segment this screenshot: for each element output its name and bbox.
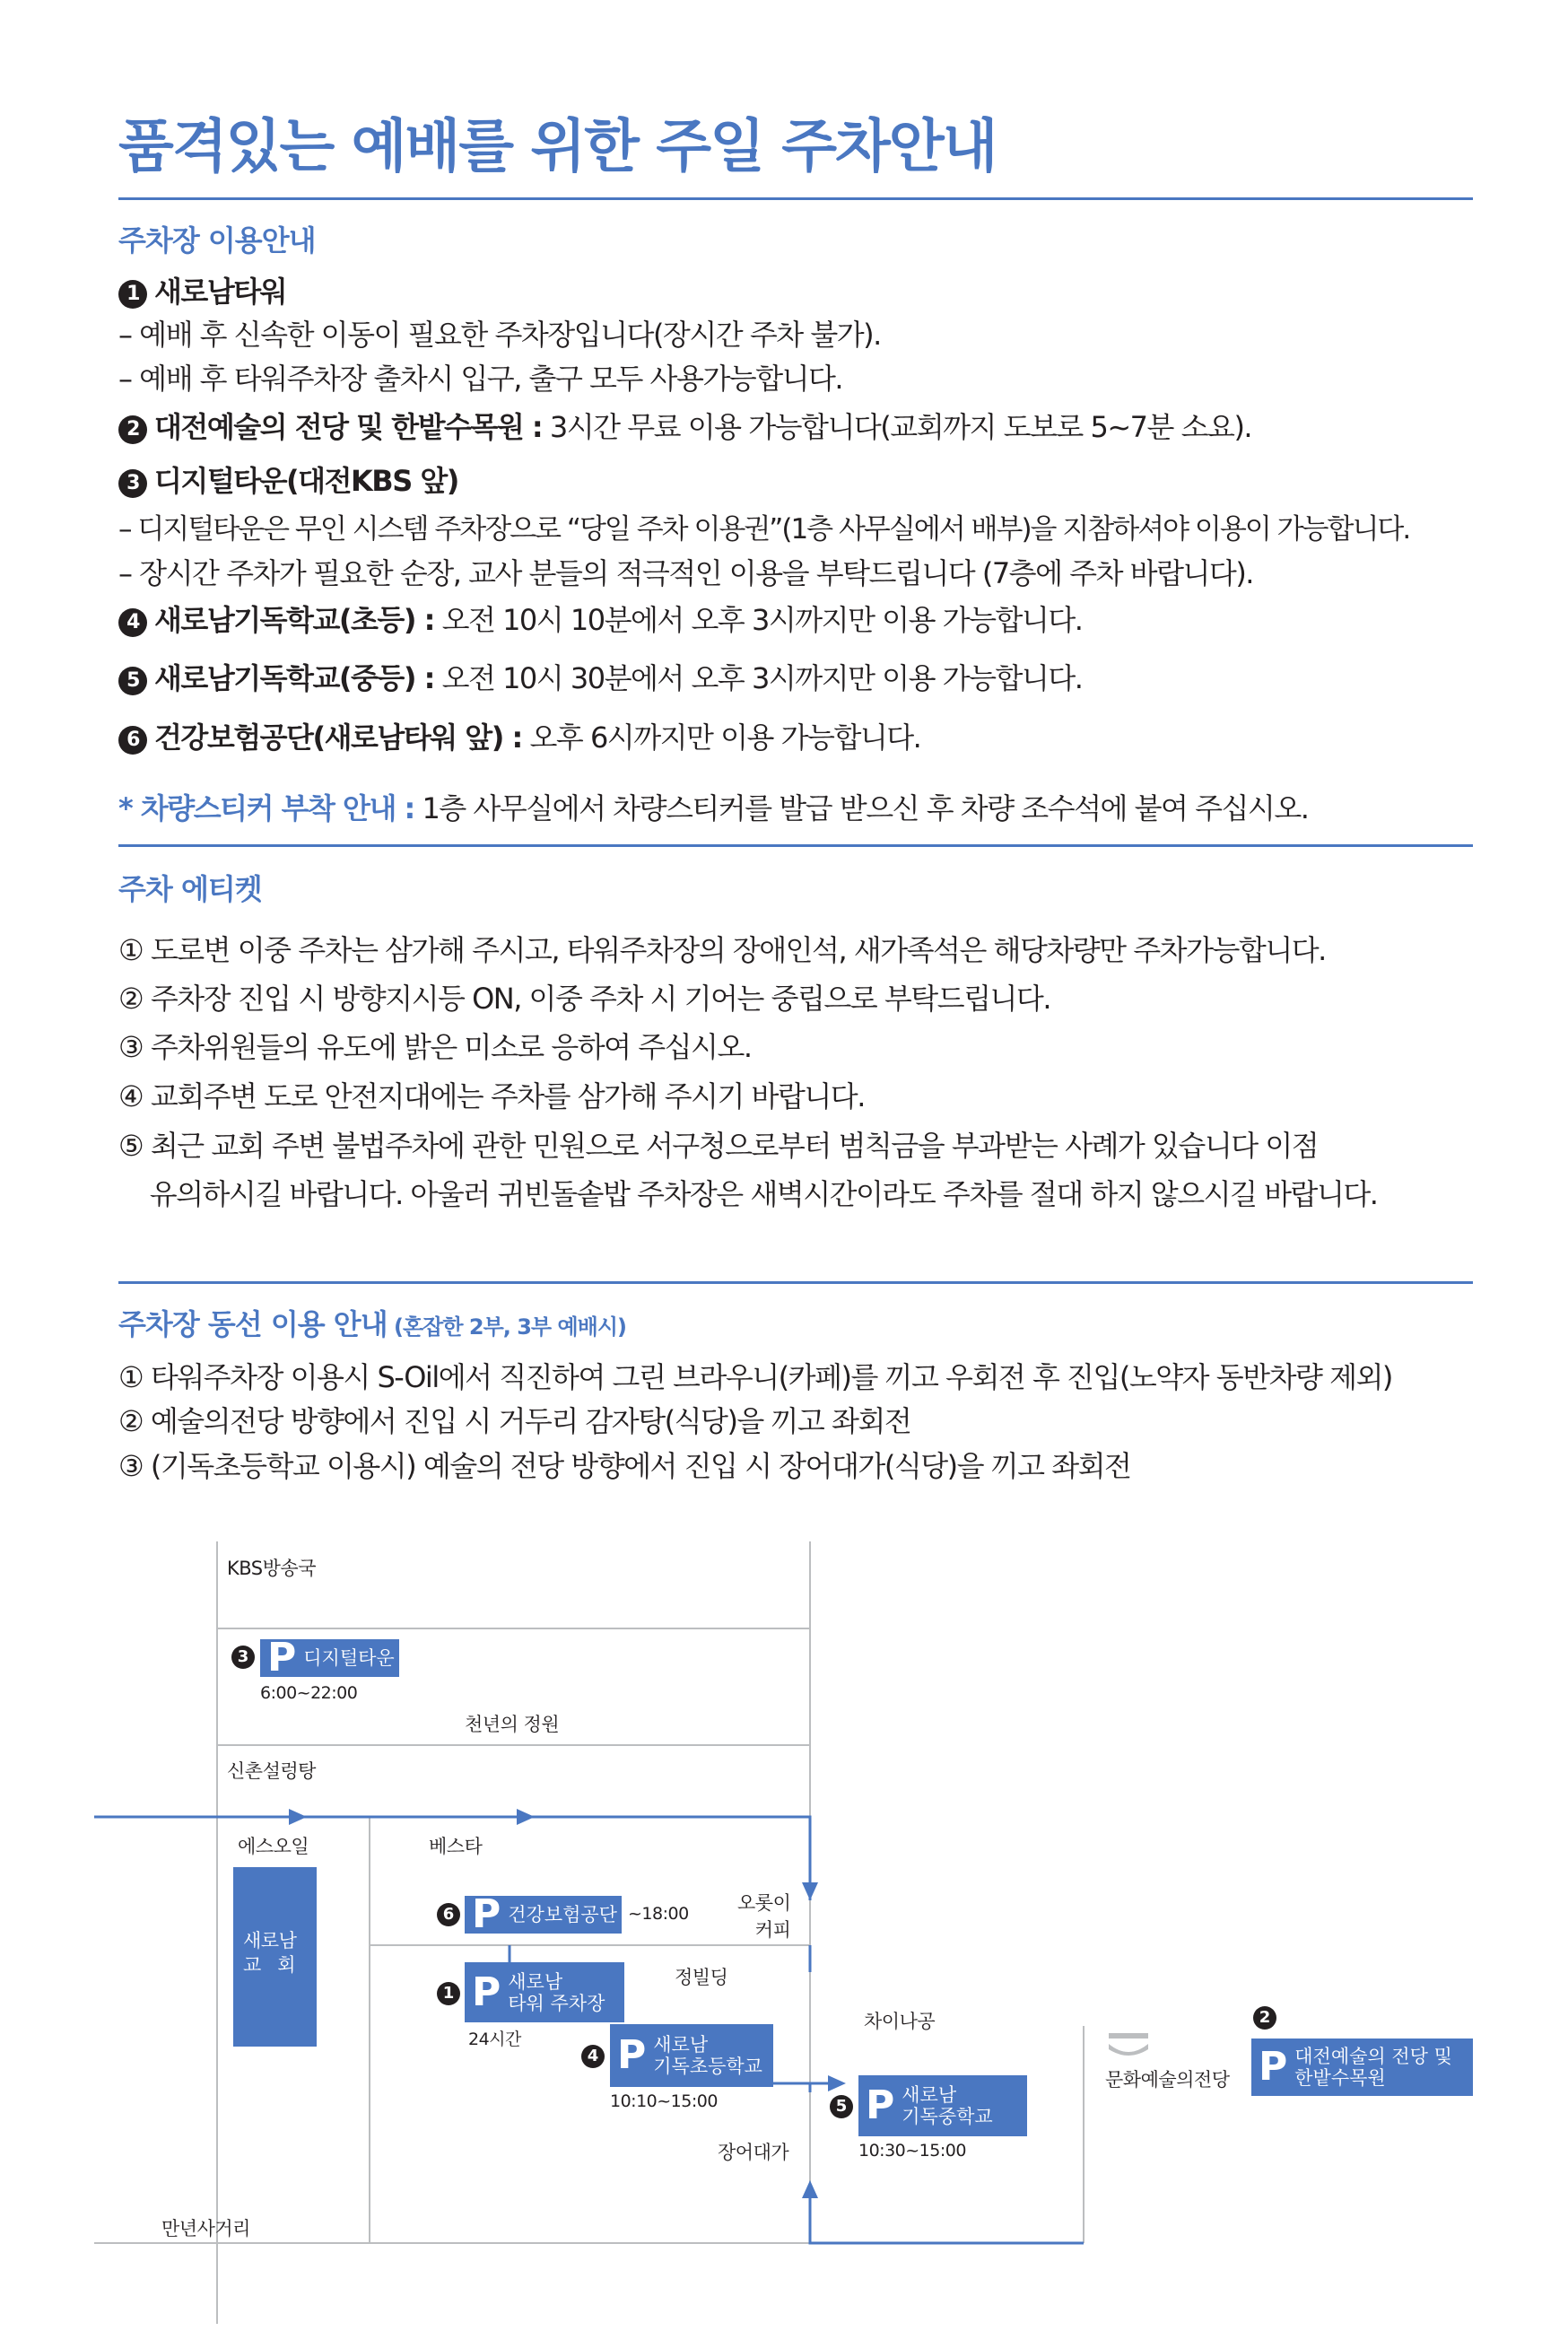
parking-desc: 오전 10시 30분에서 오후 3시까지만 이용 가능합니다. — [433, 661, 1083, 695]
parking-label: 새로남 기독중학교 — [902, 2084, 993, 2127]
number-badge: 6 — [118, 726, 147, 755]
parking-name: 새로남타워 — [154, 275, 287, 309]
route-heading: 주차장 동선 이용 안내 — [118, 1307, 388, 1341]
number-badge: 5 — [118, 667, 147, 695]
landmark-garden: 천년의 정원 — [465, 1714, 560, 1735]
parking-number-badge: 5 — [830, 2095, 853, 2118]
parking-icon: P — [1259, 2044, 1288, 2090]
sticker-label: * 차량스티커 부착 안내 : — [118, 791, 414, 825]
parking-icon: P — [866, 2082, 895, 2128]
parking-name: 새로남기독학교(중등) : — [154, 661, 434, 695]
parking-icon: P — [617, 2032, 647, 2078]
parking-number-badge: 3 — [231, 1646, 255, 1669]
parking-number-badge: 6 — [437, 1903, 460, 1926]
parking-number-badge: 2 — [1253, 2006, 1276, 2030]
parking-hours: 6:00~22:00 — [260, 1683, 358, 1703]
arrow-icon — [802, 2180, 818, 2198]
parking-label: 대전예술의 전당 및 한밭수목원 — [1294, 2046, 1452, 2089]
etiquette-item: 유의하시길 바랍니다. 아울러 귀빈돌솥밥 주차장은 새벽시간이라도 주차를 절대 하지 않으시길 바랍니다. — [118, 1177, 1378, 1211]
parking-name: 건강보험공단(새로남타워 앞) : — [154, 720, 522, 755]
route-item: ② 예술의전당 방향에서 진입 시 거두리 감자탕(식당)을 끼고 좌회전 — [118, 1404, 911, 1438]
parking-marker-arts-center — [1251, 2039, 1473, 2096]
parking-marker-elementary — [610, 2024, 773, 2087]
parking-note: – 장시간 주차가 필요한 순장, 교사 분들의 적극적인 이용을 부탁드립니다 (7층에 주차 바랍니다). — [118, 556, 1253, 590]
landmark-vesta: 베스타 — [429, 1836, 483, 1857]
parking-number-badge: 4 — [581, 2045, 605, 2068]
parking-marker-digital-town — [260, 1635, 399, 1681]
parking-label: 디지털타운 — [303, 1647, 395, 1669]
route-heading-note: (혼잡한 2부, 3부 예배시) — [387, 1314, 626, 1340]
parking-hours: 10:30~15:00 — [858, 2141, 966, 2161]
parking-hours: ~18:00 — [628, 1904, 689, 1924]
etiquette-item: ⑤ 최근 교회 주변 불법주차에 관한 민원으로 서구청으로부터 범칙금을 부과받는 사례가 있습니다 이점 — [118, 1129, 1319, 1163]
parking-note: – 예배 후 신속한 이동이 필요한 주차장입니다(장시간 주차 불가). — [118, 318, 881, 352]
section-heading-etiquette: 주차 에티켓 — [118, 872, 262, 906]
etiquette-item: ① 도로변 이중 주차는 삼가해 주시고, 타워주차장의 장애인석, 새가족석은 해당차량만 주차가능합니다. — [118, 933, 1326, 967]
route-item: ① 타워주차장 이용시 S-Oil에서 직진하여 그린 브라우니(카페)를 끼고 우회전 후 진입(노약자 동반차량 제외) — [118, 1360, 1392, 1394]
landmark-jung: 정빌딩 — [675, 1967, 728, 1988]
parking-number-badge: 1 — [437, 1982, 460, 2005]
parking-name: 대전예술의 전당 및 한밭수목원 : — [154, 410, 543, 444]
arrow-icon — [517, 1809, 535, 1825]
page-title: 품격있는 예배를 위한 주일 주차안내 — [118, 114, 997, 180]
parking-marker-middle — [858, 2075, 1027, 2136]
parking-note: – 디지털타운은 무인 시스템 주차장으로 “당일 주차 이용권”(1층 사무실에서 배부)을 지참하셔야 이용이 가능합니다. — [118, 513, 1410, 546]
landmark-soil: 에스오일 — [238, 1836, 309, 1857]
parking-icon: P — [472, 1891, 501, 1937]
sticker-text: 1층 사무실에서 차량스티커를 발급 받으신 후 차량 조수석에 붙여 주십시오. — [414, 791, 1309, 825]
arrow-icon — [289, 1809, 307, 1825]
parking-name: 디지털타운(대전KBS 앞) — [154, 464, 458, 498]
number-badge: 2 — [118, 415, 147, 444]
parking-note: – 예배 후 타워주차장 출차시 입구, 출구 모두 사용가능합니다. — [118, 362, 843, 396]
parking-marker-tower — [465, 1962, 624, 2022]
landmark-eel: 장어대가 — [718, 2142, 789, 2163]
landmark-arts: 문화예술의전당 — [1105, 2069, 1230, 2091]
parking-desc: 3시간 무료 이용 가능합니다(교회까지 도보로 5~7분 소요). — [542, 410, 1252, 444]
arrow-icon — [802, 1882, 818, 1900]
landmark-kbs: KBS방송국 — [227, 1558, 316, 1579]
arts-center-icon — [1109, 2033, 1148, 2056]
number-badge: 4 — [118, 608, 147, 637]
parking-marker-health-insurance — [465, 1891, 622, 1937]
landmark-crossroad: 만년사거리 — [161, 2218, 250, 2239]
route-item: ③ (기독초등학교 이용시) 예술의 전당 방향에서 진입 시 장어대가(식당)을 끼고 좌회전 — [118, 1449, 1131, 1483]
parking-label: 새로남 기독초등학교 — [653, 2034, 762, 2077]
arrow-icon — [828, 2075, 846, 2091]
parking-label: 건강보험공단 — [508, 1904, 617, 1925]
number-badge: 3 — [118, 469, 147, 498]
parking-icon: P — [472, 1969, 501, 2015]
church-label: 새로남 교 회 — [243, 1930, 297, 1976]
parking-name: 새로남기독학교(초등) : — [154, 603, 434, 637]
parking-label: 새로남 타워 주차장 — [508, 1970, 605, 2014]
landmark-sinchon: 신촌설렁탕 — [227, 1760, 316, 1782]
parking-hours: 24시간 — [468, 2030, 521, 2049]
landmark-china: 차이나공 — [864, 2011, 936, 2032]
parking-desc: 오후 6시까지만 이용 가능합니다. — [521, 720, 921, 755]
number-badge: 1 — [118, 280, 147, 309]
etiquette-item: ② 주차장 진입 시 방향지시등 ON, 이중 주차 시 기어는 중립으로 부탁드립니다. — [118, 982, 1050, 1016]
route-from-arts — [810, 2198, 1084, 2243]
parking-hours: 10:10~15:00 — [610, 2091, 718, 2111]
etiquette-item: ④ 교회주변 도로 안전지대에는 주차를 삼가해 주시기 바랍니다. — [118, 1079, 865, 1113]
parking-desc: 오전 10시 10분에서 오후 3시까지만 이용 가능합니다. — [433, 603, 1083, 637]
section-heading-parking-info: 주차장 이용안내 — [118, 223, 316, 258]
etiquette-item: ③ 주차위원들의 유도에 밝은 미소로 응하여 주십시오. — [118, 1030, 752, 1064]
parking-icon: P — [267, 1635, 297, 1681]
landmark-lotte: 오롯이 커피 — [737, 1892, 791, 1941]
